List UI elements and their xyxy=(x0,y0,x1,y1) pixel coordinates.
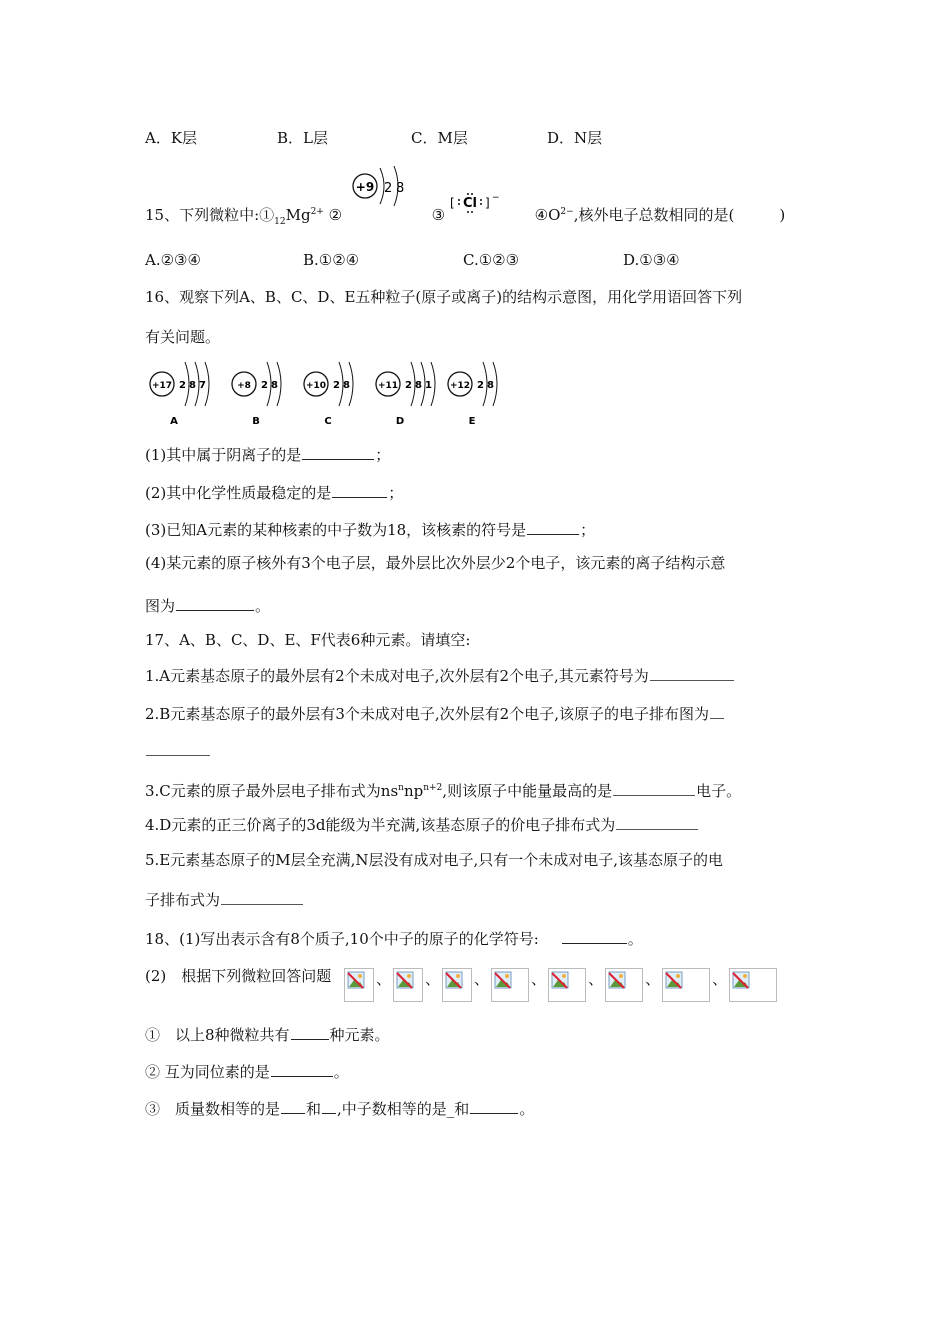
q15-item4-o: ④O xyxy=(534,206,561,224)
q16-line2: 有关问题。 xyxy=(145,328,221,346)
answer-blank[interactable] xyxy=(291,1025,329,1040)
answer-blank[interactable] xyxy=(146,741,210,756)
q18-a-end: 种元素。 xyxy=(329,1026,390,1044)
shell-electron-count: 8 xyxy=(487,380,494,391)
answer-blank[interactable] xyxy=(527,520,579,535)
q15-suffix: ,核外电子总数相同的是( ) xyxy=(573,206,786,224)
broken-image-icon xyxy=(605,968,643,1002)
shell-electron-count: 7 xyxy=(199,380,206,391)
q16-s3 xyxy=(145,520,595,540)
atom-diagram-A xyxy=(150,362,209,427)
answer-blank[interactable] xyxy=(650,666,734,681)
separator: 、 xyxy=(645,970,661,988)
answer-blank[interactable] xyxy=(271,1062,333,1077)
nucleus-charge: +9 xyxy=(355,180,375,194)
q17-l3 xyxy=(145,778,741,801)
q16-atom-diagrams xyxy=(140,358,520,430)
nucleus-charge: +10 xyxy=(305,381,327,391)
q16-s2-text: (2)其中化学性质最稳定的是 xyxy=(145,484,332,502)
atom-diagram-E xyxy=(448,362,497,427)
q16-s4b-end: 。 xyxy=(255,597,271,615)
separator: 、 xyxy=(531,970,547,988)
shell-electron-count: 2 xyxy=(405,380,412,391)
q17-l5: 5.E元素基态原子的M层全充满,N层没有成对电子,只有一个未成对电子,该基态原子的电 xyxy=(145,851,724,869)
q18-l1-end: 。 xyxy=(627,930,643,948)
q16-s1 xyxy=(145,445,390,465)
q15-option-a: A.②③④ xyxy=(145,251,201,269)
answer-blank[interactable] xyxy=(281,1099,305,1114)
q16-s2-end: ； xyxy=(388,484,404,502)
q16-s4b-text: 图为 xyxy=(145,597,176,615)
q15-options xyxy=(145,250,680,270)
q17-l1-text: 1.A元素基态原子的最外层有2个未成对电子,次外层有2个电子,其元素符号为 xyxy=(145,667,649,685)
shell-count-2: 8 xyxy=(396,181,405,196)
q18-c1: ③ 质量数相等的是 xyxy=(145,1100,281,1118)
o-charge: 2− xyxy=(560,207,574,217)
broken-image-icon xyxy=(344,968,374,1002)
q17-l3-sup: n+2 xyxy=(423,783,443,793)
cl-symbol: Cl xyxy=(463,196,477,211)
q18-c4: 。 xyxy=(519,1100,535,1118)
q15-prefix: 15、下列微粒中:① xyxy=(145,206,275,224)
q16-s4b xyxy=(145,596,270,616)
q17-l1 xyxy=(145,666,735,686)
q17-l2 xyxy=(145,704,725,724)
q18-b xyxy=(145,1062,349,1082)
separator: 、 xyxy=(376,970,392,988)
q18-a-text: ① 以上8种微粒共有 xyxy=(145,1026,290,1044)
atom-diagram-B xyxy=(232,362,281,427)
nucleus-charge: +11 xyxy=(377,381,399,391)
answer-blank[interactable] xyxy=(710,704,724,719)
q17-l3-c: ,则该原子中能量最高的是 xyxy=(442,782,613,800)
shell-electron-count: 2 xyxy=(333,380,340,391)
particle-images xyxy=(344,968,777,1002)
q14-option-a: A．K层 xyxy=(145,129,198,147)
separator: 、 xyxy=(425,970,441,988)
q16-s1-end: ； xyxy=(375,446,391,464)
q18-l2 xyxy=(145,966,331,986)
cl-charge: − xyxy=(492,193,500,203)
q17-l3-n: n xyxy=(398,783,404,793)
q17-title: 17、A、B、C、D、E、F代表6种元素。请填空: xyxy=(145,631,471,649)
q16-line1: 16、观察下列A、B、C、D、E五种粒子(原子或离子)的结构示意图，用化学用语回答下列 xyxy=(145,288,743,306)
shell-electron-count: 2 xyxy=(477,380,484,391)
q14-option-b: B．L层 xyxy=(277,129,328,147)
q18-a xyxy=(145,1025,390,1045)
answer-blank[interactable] xyxy=(302,445,374,460)
shell-electron-count: 8 xyxy=(189,380,196,391)
answer-blank[interactable] xyxy=(322,1099,336,1114)
answer-blank[interactable] xyxy=(616,815,698,830)
atom-label: A xyxy=(170,416,178,427)
q18-c2: 和 xyxy=(306,1100,322,1118)
atom-label: D xyxy=(395,416,405,427)
separator: 、 xyxy=(712,970,728,988)
q17-l4-text: 4.D元素的正三价离子的3d能级为半充满,该基态原子的价电子排布式为 xyxy=(145,816,616,834)
q16-s1-text: (1)其中属于阴离子的是 xyxy=(145,446,302,464)
atom-label: E xyxy=(468,416,476,427)
answer-blank[interactable] xyxy=(470,1099,518,1114)
shell-electron-count: 2 xyxy=(179,380,186,391)
shell-electron-count: 2 xyxy=(261,380,268,391)
broken-image-icon xyxy=(729,968,777,1002)
broken-image-icon xyxy=(491,968,529,1002)
nucleus-charge: +8 xyxy=(237,381,251,391)
answer-blank[interactable] xyxy=(613,781,695,796)
q15-option-d: D.①③④ xyxy=(623,251,680,269)
q16-s4: (4)某元素的原子核外有3个电子层，最外层比次外层少2个电子，该元素的离子结构示意 xyxy=(145,554,726,572)
shell-electron-count: 8 xyxy=(415,380,422,391)
q15-item2-num: ② xyxy=(328,206,343,224)
right-bracket: ] xyxy=(485,196,490,210)
q17-l5b-text: 子排布式为 xyxy=(145,891,221,909)
q17-l3-a: 3.C元素的原子最外层电子排布式为ns xyxy=(145,782,399,800)
q18-b-end: 。 xyxy=(333,1063,349,1081)
q17-l2-text: 2.B元素基态原子的最外层有3个未成对电子,次外层有2个电子,该原子的电子排布图为 xyxy=(145,705,709,723)
q14-option-c: C．M层 xyxy=(411,129,468,147)
q16-s3-end: ； xyxy=(580,521,596,539)
q17-l4 xyxy=(145,815,699,835)
q17-l5b xyxy=(145,890,304,910)
q18-l1-text: 18、(1)写出表示含有8个质子,10个中子的原子的化学符号: xyxy=(145,930,539,948)
q15-option-c: C.①②③ xyxy=(463,251,520,269)
broken-image-icon xyxy=(393,968,423,1002)
nucleus-charge: +12 xyxy=(449,381,471,391)
atom-label: B xyxy=(252,416,260,427)
separator: 、 xyxy=(474,970,490,988)
broken-image-icon xyxy=(442,968,472,1002)
q18-l2-text: (2) 根据下列微粒回答问题 xyxy=(145,967,332,985)
mg-charge: 2+ xyxy=(310,207,324,217)
atom-label: C xyxy=(324,416,332,427)
q15-item3-num: ③ xyxy=(431,206,446,224)
cl-ion-dot-structure xyxy=(448,190,508,220)
q17-l2-cont xyxy=(145,741,211,761)
broken-image-icon xyxy=(662,968,710,1002)
atom-diagram-C xyxy=(304,362,353,427)
q18-c xyxy=(145,1099,534,1119)
shell-electron-count: 8 xyxy=(271,380,278,391)
answer-blank[interactable] xyxy=(176,596,254,611)
q16-s2 xyxy=(145,483,403,503)
mg-atomic-number: 12 xyxy=(274,217,286,227)
q17-l3-b: np xyxy=(403,782,424,800)
q14-options xyxy=(145,128,602,148)
q14-option-d: D．N层 xyxy=(547,129,603,147)
shell-electron-count: 8 xyxy=(343,380,350,391)
q18-l1 xyxy=(145,929,643,949)
q18-c3: ,中子数相等的是_和 xyxy=(337,1100,470,1118)
q17-l3-d: 电子。 xyxy=(696,782,742,800)
answer-blank[interactable] xyxy=(562,929,627,944)
answer-blank[interactable] xyxy=(332,483,387,498)
atom-diagram-D xyxy=(376,362,435,427)
nucleus-charge: +17 xyxy=(151,381,173,391)
q15-option-b: B.①②④ xyxy=(303,251,360,269)
shell-electron-count: 1 xyxy=(425,380,432,391)
q18-b-text: ② 互为同位素的是 xyxy=(145,1063,270,1081)
shell-count-1: 2 xyxy=(384,181,393,196)
q15-atom-diagram xyxy=(350,158,410,214)
broken-image-icon xyxy=(548,968,586,1002)
left-bracket: [ xyxy=(450,196,455,210)
q16-s3-text: (3)已知A元素的某种核素的中子数为18，该核素的符号是 xyxy=(145,521,527,539)
separator: 、 xyxy=(588,970,604,988)
answer-blank[interactable] xyxy=(221,890,303,905)
mg-symbol: Mg xyxy=(285,206,311,224)
